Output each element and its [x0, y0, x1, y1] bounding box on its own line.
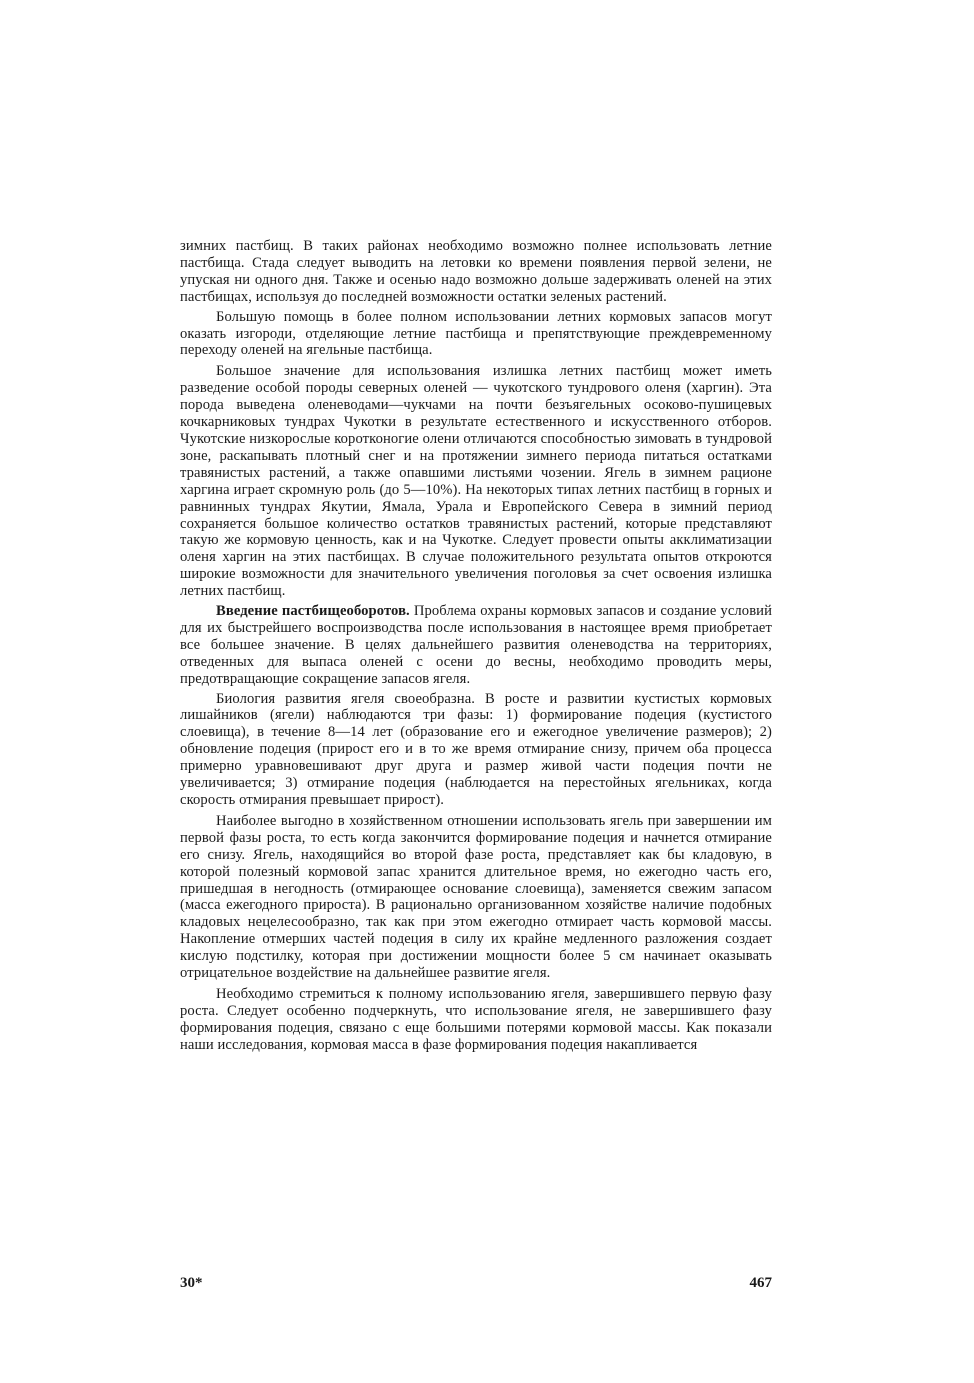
paragraph-6: Наиболее выгодно в хозяйственном отношении использовать ягель при завершении им первой фазы роста, то есть когда закончится формирование подеция и начнется отмирание его снизу. Ягель, находящийся во второй фазе роста, представляет как бы кладовую, в которой полезный кормовой запас хранится длительное время, но ежегодно часть его, пришедшая в негодность (отмирающее основание слоевища), заменяется свежим запасом (масса ежегодного прироста). В рационально организованном хозяйстве наличие подобных кладовых нецелесообразно, так как при этом ежегодно отмирает часть кормовой массы. Накопление отмерших частей подеция в силу их крайне медленного разложения создает кислую подстилку, которая при достижении мощности более 5 см начинает оказывать отрицательное воздействие на дальнейшее развитие ягеля. [180, 812, 772, 982]
paragraph-4 [180, 603, 772, 688]
paragraph-5: Биология развития ягеля своеобразна. В росте и развитии кустистых кормовых лишайников (ягели) наблюдаются три фазы: 1) формирование подеция (кустистого слоевища), в течение 8—14 лет (образование его и ежегодное увеличение размеров); 2) обновление подеция (прирост его и в то же время отмирание снизу, причем оба процесса примерно уравновешивают друг друга и размер живой части подеция почти не увеличивается; 3) отмирание подеция (наблюдается на перестойных ягельниках, когда скорость отмирания превышает прирост). [180, 690, 772, 808]
page-footer [180, 1275, 772, 1295]
paragraph-3: Большое значение для использования излишка летних пастбищ может иметь разведение особой породы северных оленей — чукотского тундрового оленя (харгин). Эта порода выведена оленеводами—чукчами на почти безъягельных осоково-пушицевых кочкарниковых тундрах Чукотки в результате естественного и искусственного отборов. Чукотские низкорослые коротконогие олени отличаются способностью зимовать в тундровой зоне, раскапывать плотный снег и на протяжении зимнего периода питаться остатками травянистых растений, а также опавшими листьями чозении. Ягель в зимнем рационе харгина играет скромную роль (до 5—10%). На некоторых типах летних пастбищ в горных и равнинных тундрах Якутии, Ямала, Урала и Европейского Севера в зимний период сохраняется большое количество остатков травянистых растений, которые представляют такую же кормовую ценность, как и на Чукотке. Следует провести опыты акклиматизации оленя харгин на этих пастбищах. В случае положительного результата опытов откроются широкие возможности для значительного увеличения поголовья за счет освоения излишка летних пастбищ. [180, 363, 772, 600]
paragraph-4-text: Проблема охраны кормовых запасов и создание условий для их быстрейшего воспроизводства после использования в настоящее время приобретает все большее значение. В целях дальнейшего развития оленеводства на территориях, отведенных для выпаса оленей с осени до весны, необходимо проводить меры, предотвращающие сокращение запасов ягеля. [180, 603, 773, 687]
paragraph-7: Необходимо стремиться к полному использованию ягеля, завершившего первую фазу роста. Следует особенно подчеркнуть, что использование ягеля, не завершившего фазу формирования подеция, связано с еще большими потерями кормовой массы. Как показали наши исследования, кормовая масса в фазе формирования подеция накапливается [180, 985, 772, 1053]
signature-mark: 30* [180, 1275, 203, 1291]
page-body [180, 238, 772, 1054]
paragraph-1: зимних пастбищ. В таких районах необходимо возможно полнее использовать летние пастбища. Стада следует выводить на летовки ко времени появления первой зелени, не упуская ни одного дня. Также и осенью надо возможно дольше задерживать оленей на этих пастбищах, используя до последней возможности остатки зеленых растений. [180, 238, 772, 305]
page-number: 467 [749, 1275, 772, 1291]
section-heading: Введение пастбищеоборотов. [216, 603, 410, 620]
paragraph-2: Большую помощь в более полном использовании летних кормовых запасов могут оказать изгороди, отделяющие летние пастбища и препятствующие преждевременному переходу оленей на ягельные пастбища. [180, 308, 772, 359]
